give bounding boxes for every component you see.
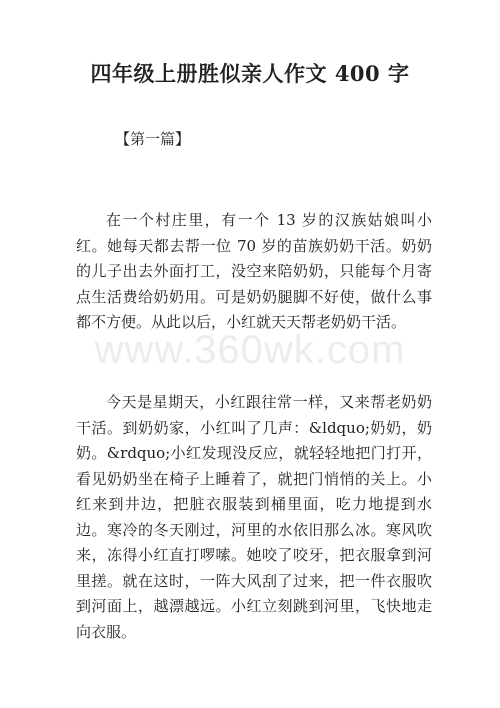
document-title: 四年级上册胜似亲人作文 400 字 <box>90 61 410 86</box>
paragraph-1: 在一个村庄里，有一个 13 岁的汉族姑娘叫小红。她每天都去帮一位 70 岁的苗族奶奶干活。奶奶的儿子出去外面打工，没空来陪奶奶，只能每个月寄点生活费给奶奶用。可是奶奶腿脚不好使，做什么事都不方便。从此以后，小红就天天帮老奶奶干活。 <box>76 211 432 331</box>
paragraph-2: 今天是星期天，小红跟往常一样，又来帮老奶奶干活。到奶奶家，小红叫了几声：&ldquo;奶奶，奶奶。&rdquo;小红发现没反应，就轻轻地把门打开，看见奶奶坐在椅子上睡着了，就把门悄悄的关上。小红来到井边，把脏衣服装到桶里面，吃力地提到水边。寒冷的冬天刚过，河里的水依旧那么冰。寒风吹来，冻得小红直打啰嗦。她咬了咬牙，把衣服拿到河里搓。就在这时，一阵大风刮了过来，把一件衣服吹到河面上，越漂越远。小红立刻跳到河里，飞快地走向衣服。 <box>76 393 432 641</box>
section-heading: 【第一篇】 <box>115 130 191 148</box>
watermark: www.360wk.com <box>94 328 406 372</box>
